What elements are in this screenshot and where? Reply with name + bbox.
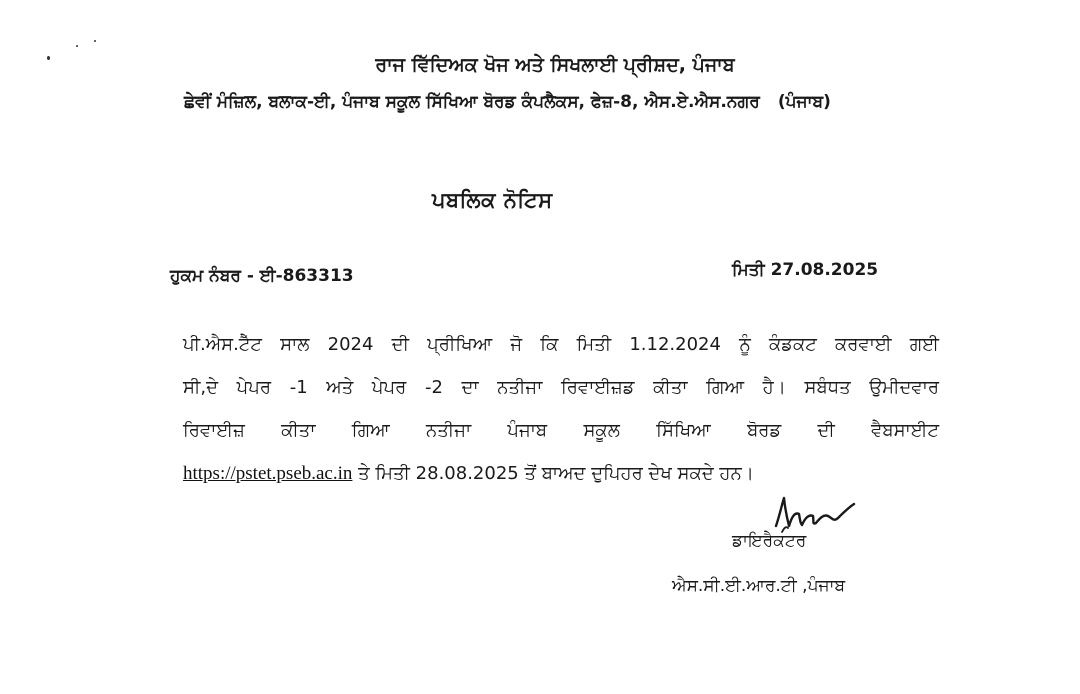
body-line: ਸੀ,ਦੇ ਪੇਪਰ -1 ਅਤੇ ਪੇਪਰ -2 ਦਾ ਨਤੀਜਾ ਰਿਵਾਈਜ਼ਡ ਕੀਤਾ ਗਿਆ ਹੈ। ਸਬੰਧਤ ਉਮੀਦਵਾਰ — [183, 377, 939, 398]
order-number: ਹੁਕਮ ਨੰਬਰ - ਈ-863313 — [170, 266, 354, 286]
body-line: ਪੀ.ਐਸ.ਟੈੱਟ ਸਾਲ 2024 ਦੀ ਪ੍ਰੀਖਿਆ ਜੋ ਕਿ ਮਿਤੀ 1.12.2024 ਨੂੰ ਕੰਡਕਟ ਕਰਵਾਈ ਗਈ — [183, 334, 939, 355]
organization-name: ਰਾਜ ਵਿੱਦਿਅਕ ਖੋਜ ਅਤੇ ਸਿਖਲਾਈ ਪ੍ਰੀਸ਼ਦ, ਪੰਜਾਬ — [375, 54, 735, 76]
body-line: ਰਿਵਾਈਜ਼ ਕੀਤਾ ਗਿਆ ਨਤੀਜਾ ਪੰਜਾਬ ਸਕੂਲ ਸਿੱਖਿਆ ਬੋਰਡ ਦੀ ਵੈਬਸਾਈਟ — [183, 420, 939, 441]
website-link[interactable]: https://pstet.pseb.ac.in — [183, 463, 353, 484]
signatory-office: ਐਸ.ਸੀ.ਈ.ਆਰ.ਟੀ ,ਪੰਜਾਬ — [672, 576, 846, 596]
address-text: ਛੇਵੀਂ ਮੰਜ਼ਿਲ, ਬਲਾਕ-ਈ, ਪੰਜਾਬ ਸਕੂਲ ਸਿੱਖਿਆ ਬੋਰਡ ਕੰਪਲੈਕਸ, ਫੇਜ਼-8, ਐਸ.ਏ.ਐਸ.ਨਗਰ — [184, 92, 760, 112]
organization-address — [184, 92, 984, 112]
notice-title: ਪਬਲਿਕ ਨੋਟਿਸ — [432, 188, 553, 212]
body-line-with-link — [183, 463, 754, 485]
notice-date: ਮਿਤੀ 27.08.2025 — [732, 260, 879, 280]
signatory-designation: ਡਾਇਰੈਕਟਰ — [732, 531, 807, 551]
scan-speck — [94, 40, 96, 42]
address-state: (ਪੰਜਾਬ) — [777, 92, 831, 112]
signature — [762, 488, 862, 536]
scan-speck — [76, 45, 78, 47]
body-line-tail: ਤੇ ਮਿਤੀ 28.08.2025 ਤੋਂ ਬਾਅਦ ਦੁਪਿਹਰ ਦੇਖ ਸਕਦੇ ਹਨ। — [352, 463, 754, 484]
